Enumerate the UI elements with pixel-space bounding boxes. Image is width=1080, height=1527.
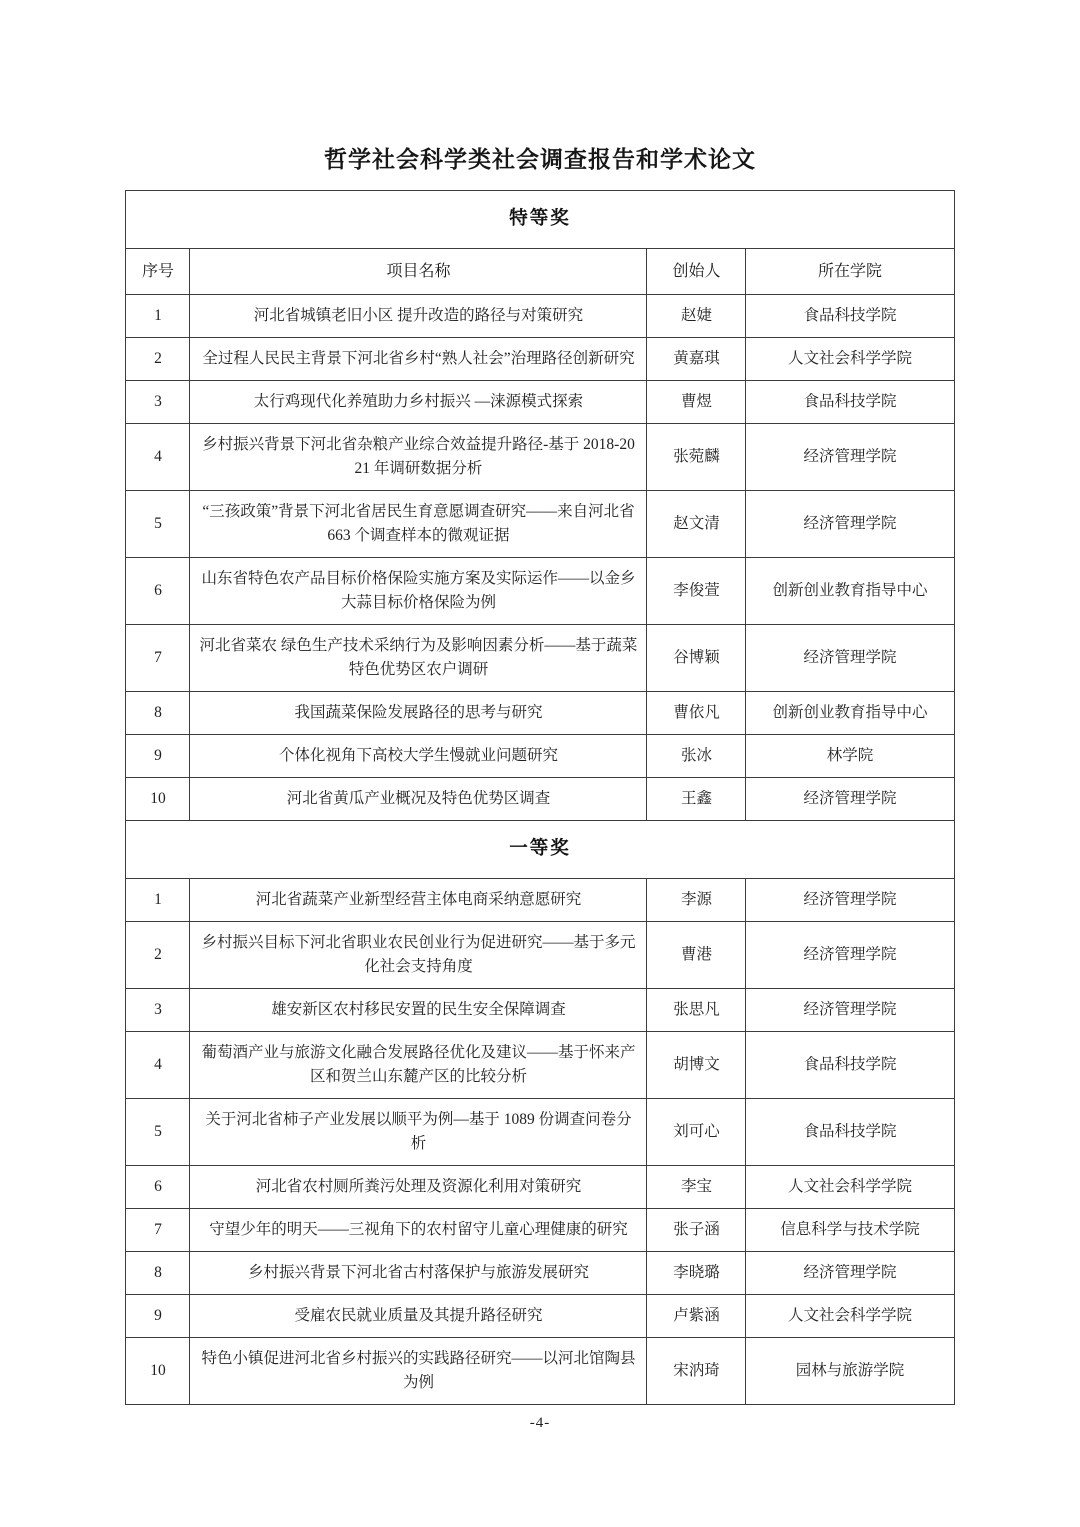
- project-name-cell: 乡村振兴背景下河北省杂粮产业综合效益提升路径-基于 2018-2021 年调研数据分析: [190, 424, 647, 491]
- project-name-cell: 我国蔬菜保险发展路径的思考与研究: [190, 692, 647, 735]
- project-name-cell: “三孩政策”背景下河北省居民生育意愿调查研究——来自河北省 663 个调查样本的微观证据: [190, 491, 647, 558]
- row-number-cell: 5: [126, 491, 190, 558]
- row-number-cell: 6: [126, 1166, 190, 1209]
- founder-cell: 张冰: [647, 735, 746, 778]
- table-row: [126, 625, 954, 692]
- founder-cell: 李源: [647, 879, 746, 922]
- section-label: 特等奖: [126, 191, 954, 249]
- page-title: 哲学社会科学类社会调查报告和学术论文: [324, 147, 756, 172]
- college-cell: 经济管理学院: [746, 424, 954, 491]
- table-row: [126, 778, 954, 821]
- column-header: 所在学院: [746, 248, 954, 295]
- founder-cell: 曹依凡: [647, 692, 746, 735]
- college-cell: 人文社会科学学院: [746, 338, 954, 381]
- column-header: 序号: [126, 248, 190, 295]
- row-number-cell: 3: [126, 989, 190, 1032]
- table-row: [126, 1099, 954, 1166]
- table-row: [126, 692, 954, 735]
- founder-cell: 张菀麟: [647, 424, 746, 491]
- project-name-cell: 葡萄酒产业与旅游文化融合发展路径优化及建议——基于怀来产区和贺兰山东麓产区的比较分析: [190, 1032, 647, 1099]
- college-cell: 经济管理学院: [746, 778, 954, 821]
- row-number-cell: 9: [126, 1295, 190, 1338]
- row-number-cell: 3: [126, 381, 190, 424]
- project-name-cell: 特色小镇促进河北省乡村振兴的实践路径研究——以河北馆陶县为例: [190, 1338, 647, 1405]
- founder-cell: 刘可心: [647, 1099, 746, 1166]
- table-row: [126, 491, 954, 558]
- row-number-cell: 7: [126, 625, 190, 692]
- founder-cell: 张思凡: [647, 989, 746, 1032]
- table-row: [126, 735, 954, 778]
- college-cell: 食品科技学院: [746, 295, 954, 338]
- founder-cell: 胡博文: [647, 1032, 746, 1099]
- row-number-cell: 8: [126, 1252, 190, 1295]
- table-row: [126, 381, 954, 424]
- founder-cell: 李宝: [647, 1166, 746, 1209]
- project-name-cell: 河北省农村厕所粪污处理及资源化利用对策研究: [190, 1166, 647, 1209]
- college-cell: 创新创业教育指导中心: [746, 558, 954, 625]
- project-name-cell: 受雇农民就业质量及其提升路径研究: [190, 1295, 647, 1338]
- founder-cell: 李俊萱: [647, 558, 746, 625]
- page-number: -4-: [529, 1415, 551, 1431]
- college-cell: 信息科学与技术学院: [746, 1209, 954, 1252]
- table-row: [126, 989, 954, 1032]
- college-cell: 园林与旅游学院: [746, 1338, 954, 1405]
- founder-cell: 赵文清: [647, 491, 746, 558]
- table-row: [126, 1252, 954, 1295]
- column-header: 创始人: [647, 248, 746, 295]
- row-number-cell: 6: [126, 558, 190, 625]
- founder-cell: 曹港: [647, 922, 746, 989]
- project-name-cell: 守望少年的明天——三视角下的农村留守儿童心理健康的研究: [190, 1209, 647, 1252]
- college-cell: 食品科技学院: [746, 1032, 954, 1099]
- college-cell: 人文社会科学学院: [746, 1295, 954, 1338]
- college-cell: 创新创业教育指导中心: [746, 692, 954, 735]
- table-row: [126, 338, 954, 381]
- founder-cell: 张子涵: [647, 1209, 746, 1252]
- table-row: [126, 922, 954, 989]
- row-number-cell: 4: [126, 1032, 190, 1099]
- college-cell: 经济管理学院: [746, 491, 954, 558]
- founder-cell: 李晓璐: [647, 1252, 746, 1295]
- project-name-cell: 河北省黄瓜产业概况及特色优势区调查: [190, 778, 647, 821]
- project-name-cell: 山东省特色农产品目标价格保险实施方案及实际运作——以金乡大蒜目标价格保险为例: [190, 558, 647, 625]
- project-name-cell: 乡村振兴背景下河北省古村落保护与旅游发展研究: [190, 1252, 647, 1295]
- project-name-cell: 河北省蔬菜产业新型经营主体电商采纳意愿研究: [190, 879, 647, 922]
- college-cell: 食品科技学院: [746, 381, 954, 424]
- project-name-cell: 关于河北省柿子产业发展以顺平为例—基于 1089 份调查问卷分析: [190, 1099, 647, 1166]
- project-name-cell: 全过程人民民主背景下河北省乡村“熟人社会”治理路径创新研究: [190, 338, 647, 381]
- project-name-cell: 乡村振兴目标下河北省职业农民创业行为促进研究——基于多元化社会支持角度: [190, 922, 647, 989]
- section-label: 一等奖: [126, 821, 954, 879]
- founder-cell: 宋汭琦: [647, 1338, 746, 1405]
- project-name-cell: 雄安新区农村移民安置的民生安全保障调查: [190, 989, 647, 1032]
- column-header-row: [126, 248, 954, 295]
- awards-table: [125, 190, 954, 1405]
- row-number-cell: 9: [126, 735, 190, 778]
- row-number-cell: 2: [126, 338, 190, 381]
- founder-cell: 谷博颖: [647, 625, 746, 692]
- college-cell: 人文社会科学学院: [746, 1166, 954, 1209]
- founder-cell: 王鑫: [647, 778, 746, 821]
- row-number-cell: 1: [126, 879, 190, 922]
- project-name-cell: 河北省菜农 绿色生产技术采纳行为及影响因素分析——基于蔬菜特色优势区农户调研: [190, 625, 647, 692]
- founder-cell: 曹煜: [647, 381, 746, 424]
- table-row: [126, 1209, 954, 1252]
- row-number-cell: 5: [126, 1099, 190, 1166]
- table-row: [126, 879, 954, 922]
- project-name-cell: 个体化视角下高校大学生慢就业问题研究: [190, 735, 647, 778]
- project-name-cell: 太行鸡现代化养殖助力乡村振兴 —涞源模式探索: [190, 381, 647, 424]
- section-header-row: [126, 191, 954, 249]
- awards-table-body: [126, 191, 954, 1405]
- row-number-cell: 10: [126, 778, 190, 821]
- project-name-cell: 河北省城镇老旧小区 提升改造的路径与对策研究: [190, 295, 647, 338]
- row-number-cell: 10: [126, 1338, 190, 1405]
- section-header-row: [126, 821, 954, 879]
- table-row: [126, 424, 954, 491]
- college-cell: 林学院: [746, 735, 954, 778]
- college-cell: 经济管理学院: [746, 879, 954, 922]
- founder-cell: 黄嘉琪: [647, 338, 746, 381]
- row-number-cell: 7: [126, 1209, 190, 1252]
- row-number-cell: 1: [126, 295, 190, 338]
- college-cell: 经济管理学院: [746, 922, 954, 989]
- table-row: [126, 295, 954, 338]
- college-cell: 经济管理学院: [746, 1252, 954, 1295]
- founder-cell: 卢紫涵: [647, 1295, 746, 1338]
- table-row: [126, 558, 954, 625]
- column-header: 项目名称: [190, 248, 647, 295]
- founder-cell: 赵婕: [647, 295, 746, 338]
- table-row: [126, 1032, 954, 1099]
- row-number-cell: 8: [126, 692, 190, 735]
- row-number-cell: 2: [126, 922, 190, 989]
- row-number-cell: 4: [126, 424, 190, 491]
- college-cell: 经济管理学院: [746, 625, 954, 692]
- college-cell: 食品科技学院: [746, 1099, 954, 1166]
- table-row: [126, 1166, 954, 1209]
- table-row: [126, 1295, 954, 1338]
- table-row: [126, 1338, 954, 1405]
- college-cell: 经济管理学院: [746, 989, 954, 1032]
